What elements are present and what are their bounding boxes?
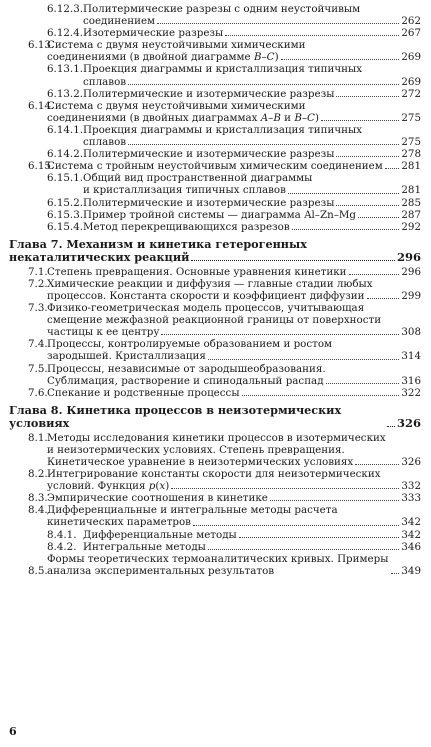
toc-item-title: Методы исследования кинетики процессов в изотермических bbox=[47, 431, 386, 444]
dot-leader bbox=[225, 35, 399, 36]
toc-item-title: зародышей. Кристаллизация bbox=[47, 350, 206, 363]
dot-leader bbox=[385, 168, 400, 169]
toc-item-title: Система с тройным неустойчивым химическим соединением bbox=[47, 160, 383, 173]
dot-leader bbox=[336, 96, 399, 97]
toc-item-page: 287 bbox=[401, 208, 421, 221]
toc-item-page: 326 bbox=[396, 415, 421, 430]
toc-item bbox=[0, 363, 431, 387]
dot-leader bbox=[391, 573, 399, 574]
toc-item-number: 7.5. bbox=[28, 362, 48, 375]
toc-item-title: Интегральные методы bbox=[83, 540, 206, 553]
toc-item bbox=[0, 124, 431, 148]
toc-item bbox=[0, 148, 431, 160]
toc-item-title: Проекция диаграммы и кристаллизация типичных bbox=[83, 63, 363, 76]
toc-item bbox=[0, 529, 431, 541]
toc-item-number: 6.15.4. bbox=[47, 220, 84, 233]
toc-item-page: 275 bbox=[401, 136, 421, 149]
toc-item-title: Политермические и изотермические разрезы bbox=[83, 196, 335, 209]
toc-item bbox=[0, 504, 431, 528]
dot-leader bbox=[242, 395, 400, 396]
dot-leader bbox=[326, 383, 400, 384]
toc-item-page: 272 bbox=[401, 87, 421, 100]
toc-item-page: 281 bbox=[401, 160, 421, 173]
dot-leader bbox=[336, 205, 399, 206]
toc-item bbox=[0, 3, 431, 27]
dot-leader bbox=[367, 298, 400, 299]
toc-item-number: 7.1. bbox=[28, 265, 48, 278]
dot-leader bbox=[387, 426, 395, 427]
toc-item-title: смещение межфазной реакционной границы от поверхности bbox=[47, 314, 382, 327]
toc-item-title: Спекание и родственные процессы bbox=[47, 386, 240, 399]
toc-item bbox=[0, 100, 431, 124]
toc-item-title: условий. Функция p(x) bbox=[47, 480, 170, 493]
toc-item-page: 281 bbox=[401, 184, 421, 197]
toc-item-number: 7.2. bbox=[28, 277, 48, 290]
toc-item-title: частицы к ее центру bbox=[47, 326, 160, 339]
toc-item-title: Дифференциальные методы bbox=[83, 528, 237, 541]
toc-item bbox=[0, 63, 431, 87]
toc-item-page: 346 bbox=[401, 540, 421, 553]
toc-item-page: 316 bbox=[401, 374, 421, 387]
page-number: 6 bbox=[9, 725, 17, 738]
toc-item-title: Степень превращения. Основные уравнения кинетики bbox=[47, 265, 347, 278]
toc-item-number: 6.15. bbox=[28, 160, 55, 173]
toc-item-title: Глава 7. Механизм и кинетика гетерогенных bbox=[9, 236, 307, 251]
dot-leader bbox=[191, 260, 395, 261]
toc-item-number: 8.3. bbox=[28, 492, 48, 505]
toc-item bbox=[0, 432, 431, 468]
toc-item-number: 7.6. bbox=[28, 386, 48, 399]
toc-item-number: 6.14. bbox=[28, 99, 55, 112]
toc-item-page: 314 bbox=[401, 350, 421, 363]
toc-item-number: 8.4.2. bbox=[47, 540, 77, 553]
toc-item-title: кинетических параметров bbox=[47, 516, 191, 529]
toc-item-title: соединением bbox=[83, 15, 156, 28]
toc-item-title: и кристаллизация типичных сплавов bbox=[83, 184, 286, 197]
toc-item bbox=[0, 266, 431, 278]
toc-item-title: Метод перекрещивающихся разрезов bbox=[83, 220, 290, 233]
toc-item-number: 6.14.1. bbox=[47, 123, 84, 136]
toc-item-title: Система с двумя неустойчивыми химическими bbox=[47, 39, 306, 52]
dot-leader bbox=[128, 144, 399, 145]
toc-item-number: 8.1. bbox=[28, 431, 48, 444]
toc-item bbox=[0, 197, 431, 209]
toc-item-number: 6.13.1. bbox=[47, 63, 84, 76]
toc-item-title: некаталитических реакций bbox=[9, 249, 190, 264]
toc-item-title: соединениями (в двойной диаграмме B–C) bbox=[47, 51, 279, 64]
toc-item bbox=[0, 172, 431, 196]
toc-item-title: Система с двумя неустойчивыми химическими bbox=[47, 99, 306, 112]
dot-leader bbox=[355, 464, 399, 465]
toc-item bbox=[0, 541, 431, 553]
toc-item bbox=[0, 88, 431, 100]
dot-leader bbox=[208, 359, 399, 360]
toc-item bbox=[0, 492, 431, 504]
toc-item bbox=[0, 160, 431, 172]
toc-item-title: сплавов bbox=[83, 136, 127, 149]
dot-leader bbox=[270, 500, 399, 501]
toc-item-number: 8.4.1. bbox=[47, 528, 77, 541]
toc-item-page: 299 bbox=[401, 289, 421, 302]
dot-leader bbox=[239, 537, 400, 538]
toc-item-number: 6.12.4. bbox=[47, 27, 84, 40]
dot-leader bbox=[288, 193, 399, 194]
toc-item-title: Дифференциальные и интегральные методы расчета bbox=[47, 504, 338, 517]
toc-item-title: Процессы, независимые от зародышеобразования. bbox=[47, 362, 326, 375]
toc-chapter bbox=[0, 404, 431, 430]
toc-item bbox=[0, 27, 431, 39]
toc-item-number: 6.15.1. bbox=[47, 172, 84, 185]
toc-item-title: Политермические разрезы с одним неустойчивым bbox=[83, 3, 361, 15]
dot-leader bbox=[193, 525, 399, 526]
dot-leader bbox=[336, 156, 399, 157]
toc-item-number: 6.14.2. bbox=[47, 148, 84, 161]
dot-leader bbox=[157, 23, 399, 24]
toc-item-number: 6.15.2. bbox=[47, 196, 84, 209]
toc-item bbox=[0, 302, 431, 338]
toc-item-page: 349 bbox=[401, 564, 421, 577]
toc-item-title: процессов. Константа скорости и коэффициент диффузии bbox=[47, 289, 365, 302]
toc-item-title: и неизотермических условиях. Степень превращения. bbox=[47, 443, 345, 456]
toc-item-page: 308 bbox=[401, 326, 421, 339]
toc-item-page: 278 bbox=[401, 148, 421, 161]
toc-item-page: 275 bbox=[401, 111, 421, 124]
toc-item-title: Изотермические разрезы bbox=[83, 27, 224, 40]
toc-item-page: 269 bbox=[401, 75, 421, 88]
toc-item bbox=[0, 209, 431, 221]
dot-leader bbox=[292, 229, 400, 230]
toc-item bbox=[0, 39, 431, 63]
dot-leader bbox=[358, 217, 399, 218]
dot-leader bbox=[208, 549, 399, 550]
toc-item-title: Пример тройной системы — диаграмма Al–Zn–Mg bbox=[83, 208, 357, 221]
toc-item-page: 262 bbox=[401, 15, 421, 28]
toc-item-number: 6.12.3. bbox=[47, 3, 84, 15]
toc-item-page: 296 bbox=[396, 249, 421, 264]
toc-item-title: соединениями (в двойных диаграммах A–B и B–C) bbox=[47, 111, 319, 124]
toc-item-number: 8.5. bbox=[28, 564, 48, 577]
toc-item-page: 296 bbox=[401, 265, 421, 278]
toc-item bbox=[0, 278, 431, 302]
toc-item-page: 285 bbox=[401, 196, 421, 209]
toc-item-title: Физико-геометрическая модель процессов, учитывающая bbox=[47, 302, 365, 315]
toc-item-page: 333 bbox=[401, 492, 421, 505]
toc-item bbox=[0, 338, 431, 362]
toc-item-page: 267 bbox=[401, 27, 421, 40]
toc-item-page: 326 bbox=[401, 456, 421, 468]
toc-item-page: 292 bbox=[401, 220, 421, 233]
toc-item bbox=[0, 468, 431, 492]
toc-item-number: 7.3. bbox=[28, 302, 48, 315]
dot-leader bbox=[171, 488, 399, 489]
toc-item-title: Политермические и изотермические разрезы bbox=[83, 148, 335, 161]
toc-item-number: 8.2. bbox=[28, 468, 48, 481]
toc-chapter bbox=[0, 238, 431, 264]
dot-leader bbox=[128, 84, 399, 85]
toc-item-page: 342 bbox=[401, 516, 421, 529]
toc-item bbox=[0, 387, 431, 399]
toc-item-page: 322 bbox=[401, 386, 421, 399]
toc-item-page: 269 bbox=[401, 51, 421, 64]
toc-item-page: 342 bbox=[401, 528, 421, 541]
toc-item-title: Сублимация, растворение и спинодальный распад bbox=[47, 374, 324, 387]
dot-leader bbox=[349, 274, 400, 275]
toc-item-page: 332 bbox=[401, 480, 421, 493]
dot-leader bbox=[161, 334, 399, 335]
toc-item-title: Глава 8. Кинетика процессов в неизотермических условиях bbox=[9, 402, 342, 430]
toc-item-title: Химические реакции и диффузия — главные стадии любых bbox=[47, 277, 373, 290]
toc-item-title: Проекция диаграммы и кристаллизация типичных bbox=[83, 123, 363, 136]
toc-item-number: 6.13. bbox=[28, 39, 55, 52]
toc-item-title: Формы теоретических термоаналитических кривых. Примеры анализа экспериментальных результатов bbox=[47, 552, 389, 577]
toc-item-title: сплавов bbox=[83, 75, 127, 88]
toc-item-title: Кинетическое уравнение в неизотермических условиях bbox=[47, 456, 354, 468]
toc-item-number: 8.4. bbox=[28, 504, 48, 517]
toc-item bbox=[0, 553, 431, 577]
toc-item-number: 6.15.3. bbox=[47, 208, 84, 221]
dot-leader bbox=[321, 120, 399, 121]
toc-item-number: 7.4. bbox=[28, 338, 48, 351]
dot-leader bbox=[281, 59, 400, 60]
toc-item-title: Эмпирические соотношения в кинетике bbox=[47, 492, 268, 505]
toc-item bbox=[0, 221, 431, 233]
table-of-contents bbox=[0, 3, 431, 577]
toc-item-title: Интегрирование константы скорости для неизотермических bbox=[47, 468, 381, 481]
toc-item-number: 6.13.2. bbox=[47, 87, 84, 100]
toc-item-title: Процессы, контролируемые образованием и ростом bbox=[47, 338, 333, 351]
toc-item-title: Общий вид пространственной диаграммы bbox=[83, 172, 313, 185]
toc-item-title: Политермические и изотермические разрезы bbox=[83, 87, 335, 100]
